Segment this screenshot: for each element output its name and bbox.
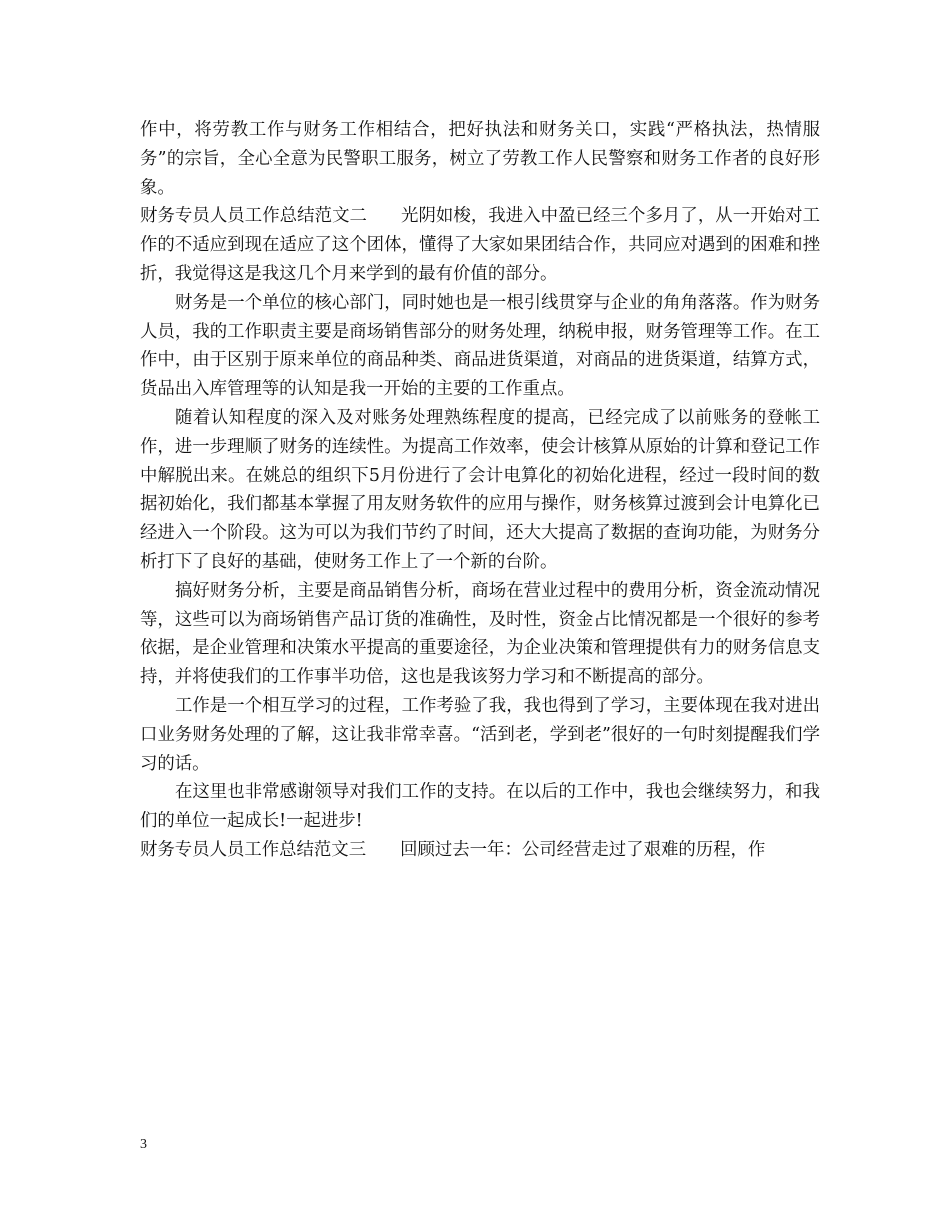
paragraph-section-two [140,202,820,288]
paragraph-finance-role: 财务是一个单位的核心部门，同时她也是一根引线贯穿与企业的角角落落。作为财务人员，我的工作职责主要是商场销售部分的财务处理，纳税申报，财务管理等工作。在工作中，由于区别于原来单位的商品种类、商品进货渠道，对商品的进货渠道，结算方式，货品出入库管理等的认知是我一开始的主要的工作重点。 [140,292,820,400]
paragraph-financial-analysis: 搞好财务分析，主要是商品销售分析，商场在营业过程中的费用分析，资金流动情况等，这些可以为商场销售产品订货的准确性，及时性，资金占比情况都是一个很好的参考依据，是企业管理和决策水平提高的重要途径，为企业决策和管理提供有力的财务信息支持，并将使我们的工作事半功倍，这也是我该努力学习和不断提高的部分。 [140,580,820,688]
section-three-lead-text: 回顾过去一年：公司经营走过了艰难的历程，作 [400,839,766,860]
section-title-three: 财务专员人员工作总结范文三 [140,839,367,860]
page-number: 3 [140,1137,147,1152]
page-body [140,116,820,865]
section-title-two: 财务专员人员工作总结范文二 [140,206,367,227]
section-two-lead-text: 光阴如梭，我进入中盈已经三个多月了，从一开始对工作的不适应到现在适应了这个团体，懂得了大家如果团结合作，共同应对遇到的困难和挫折，我觉得这是我这几个月来学到的最有价值的部分。 [140,206,820,284]
paragraph-computerization: 随着认知程度的深入及对账务处理熟练程度的提高，已经完成了以前账务的登帐工作，进一步理顺了财务的连续性。为提高工作效率，使会计核算从原始的计算和登记工作中解脱出来。在姚总的组织下5月份进行了会计电算化的初始化进程，经过一段时间的数据初始化，我们都基本掌握了用友财务软件的应用与操作，财务核算过渡到会计电算化已经进入一个阶段。这为可以为我们节约了时间，还大大提高了数据的查询功能，为财务分析打下了良好的基础，使财务工作上了一个新的台阶。 [140,407,820,572]
paragraph-learning: 工作是一个相互学习的过程，工作考验了我，我也得到了学习，主要体现在我对进出口业务财务处理的了解，这让我非常幸喜。“活到老，学到老”很好的一句时刻提醒我们学习的话。 [140,695,820,774]
paragraph-section-three [140,836,820,865]
paragraph-continuation: 作中，将劳教工作与财务工作相结合，把好执法和财务关口，实践“严格执法，热情服务”的宗旨，全心全意为民警职工服务，树立了劳教工作人民警察和财务工作者的良好形象。 [140,120,820,198]
paragraph-thanks: 在这里也非常感谢领导对我们工作的支持。在以后的工作中，我也会继续努力，和我们的单位一起成长!一起进步! [140,782,820,832]
